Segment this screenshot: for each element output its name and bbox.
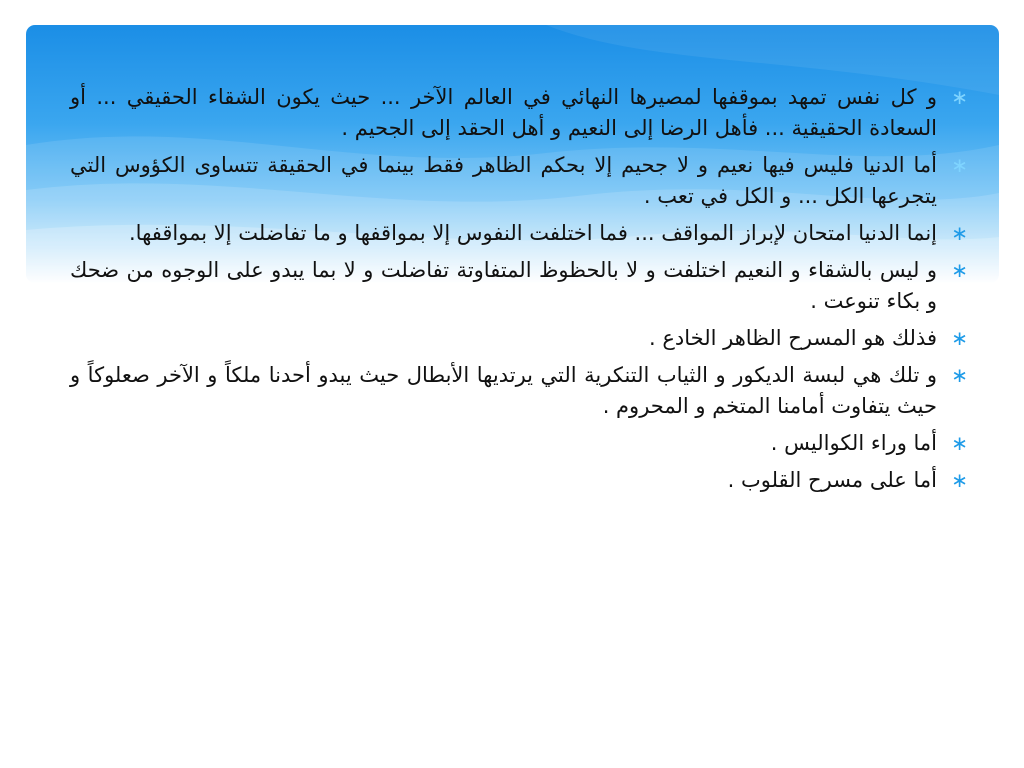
bullet-icon: ∗ [951, 85, 968, 109]
bullet-item-2 [70, 150, 970, 212]
bullet-text: إنما الدنيا امتحان لإبراز المواقف ... فما اختلفت النفوس إلا بمواقفها و ما تفاضلت إلا بمواقفها. [129, 221, 937, 245]
bullet-item-6 [70, 360, 970, 422]
bullet-icon: ∗ [951, 153, 968, 177]
bullet-text: و كل نفس تمهد بموقفها لمصيرها النهائي في العالم الآخر ... حيث يكون الشقاء الحقيقي ... أو السعادة الحقيقية ... فأهل الرضا إلى النعيم و أهل الحقد إلى الجحيم . [70, 85, 937, 140]
slide-content [70, 82, 970, 502]
bullet-item-5 [70, 323, 970, 354]
bullet-icon: ∗ [951, 326, 968, 350]
bullet-item-3 [70, 218, 970, 249]
bullet-text: و تلك هي لبسة الديكور و الثياب التنكرية التي يرتديها الأبطال حيث يبدو أحدنا ملكاً و الآخر صعلوكاً و حيث يتفاوت أمامنا المتخم و المحروم . [70, 363, 937, 418]
bullet-text: و ليس بالشقاء و النعيم اختلفت و لا بالحظوظ المتفاوتة تفاضلت و لا بما يبدو على الوجوه من ضحك و بكاء تنوعت . [70, 258, 937, 313]
bullet-icon: ∗ [951, 221, 968, 245]
bullet-text: أما الدنيا فليس فيها نعيم و لا جحيم إلا بحكم الظاهر فقط بينما في الحقيقة تتساوى الكؤوس التي يتجرعها الكل ... و الكل في تعب . [70, 153, 937, 208]
bullet-item-7 [70, 428, 970, 459]
bullet-icon: ∗ [951, 258, 968, 282]
bullet-text: أما وراء الكواليس . [770, 431, 937, 455]
bullet-text: أما على مسرح القلوب . [727, 468, 937, 492]
bullet-item-1 [70, 82, 970, 144]
bullet-icon: ∗ [951, 363, 968, 387]
bullet-list [70, 82, 970, 496]
bullet-icon: ∗ [951, 468, 968, 492]
bullet-text: فذلك هو المسرح الظاهر الخادع . [649, 326, 937, 350]
bullet-icon: ∗ [951, 431, 968, 455]
bullet-item-4 [70, 255, 970, 317]
bullet-item-8 [70, 465, 970, 496]
